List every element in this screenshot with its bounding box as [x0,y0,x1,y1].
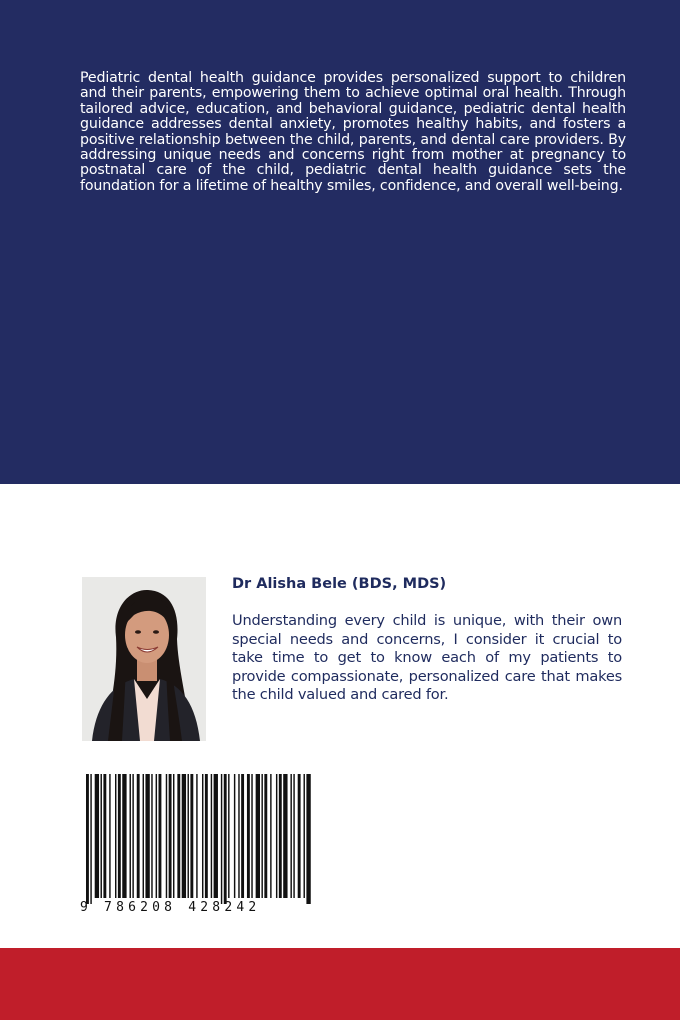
barcode-bar [234,774,235,898]
barcode-bar [221,774,222,904]
barcode-bar [95,774,99,898]
barcode-bar [196,774,197,898]
barcode-bar [177,774,180,898]
barcode-bar [132,774,133,898]
barcode-bar [86,774,89,904]
barcode-bar [241,774,244,898]
author-bio: Understanding every child is unique, with their own special needs and concerns, I consider it crucial to take time to get to know each of my patients to provide compassionate, personalized care that makes the child valued and cared for. [232,612,622,703]
barcode-bar [137,774,140,898]
barcode-bar [90,774,91,904]
barcode-bar [190,774,193,898]
barcode-bar [103,774,106,898]
barcode-bar [283,774,287,898]
barcode-bar [145,774,149,898]
barcode-bar [214,774,218,898]
barcode-bar [279,774,282,898]
barcode-bar [118,774,121,898]
barcode-bar [202,774,203,898]
barcode-bar [270,774,271,898]
author-name: Dr Alisha Bele (BDS, MDS) [232,576,447,592]
barcode-bar [238,774,239,898]
barcode-bar [264,774,267,898]
barcode-bar [256,774,260,898]
barcode-bar [173,774,174,898]
barcode-bar [224,774,227,904]
barcode-bar [304,774,305,898]
isbn-digits: 9 786208 428242 [80,900,261,915]
barcode-bar [115,774,116,898]
barcode-bar [143,774,144,898]
barcode-bar [169,774,172,898]
barcode-bar [261,774,262,898]
barcode-bar [205,774,208,898]
barcode-bar [166,774,167,898]
barcode-bar [182,774,186,898]
barcode-bar [228,774,229,898]
isbn-barcode [80,772,316,920]
barcode-bar [159,774,162,898]
barcode-bar [122,774,126,898]
author-photo [82,577,206,741]
book-blurb: Pediatric dental health guidance provides personalized support to children and their parents, empowering them to achieve optimal oral health. Through tailored advice, education, and behavioral guidance, pediatric dental health guidance addresses dental anxiety, promotes healthy habits, and fosters a positive relationship between the child, parents, and dental care providers. By addressing unique needs and concerns right from mother at pregnancy to postnatal care of the child, pediatric dental health guidance sets the foundation for a lifetime of healthy smiles, confidence, and overall well-being. [80,70,626,194]
barcode-bar [298,774,301,898]
barcode-bar [101,774,102,898]
barcode-bar [109,774,110,898]
barcode-bar [306,774,310,904]
barcode-bar [156,774,157,898]
barcode-bar [130,774,131,898]
top-cover-band [0,0,680,484]
barcode-bar [293,774,294,898]
barcode-bar [188,774,189,898]
barcode-bar [276,774,277,898]
barcode-bar [251,774,252,898]
barcode-bar [290,774,291,898]
barcode-bar [211,774,212,898]
barcode-bar [151,774,152,898]
bottom-cover-band [0,948,680,1020]
barcode-bar [247,774,250,898]
